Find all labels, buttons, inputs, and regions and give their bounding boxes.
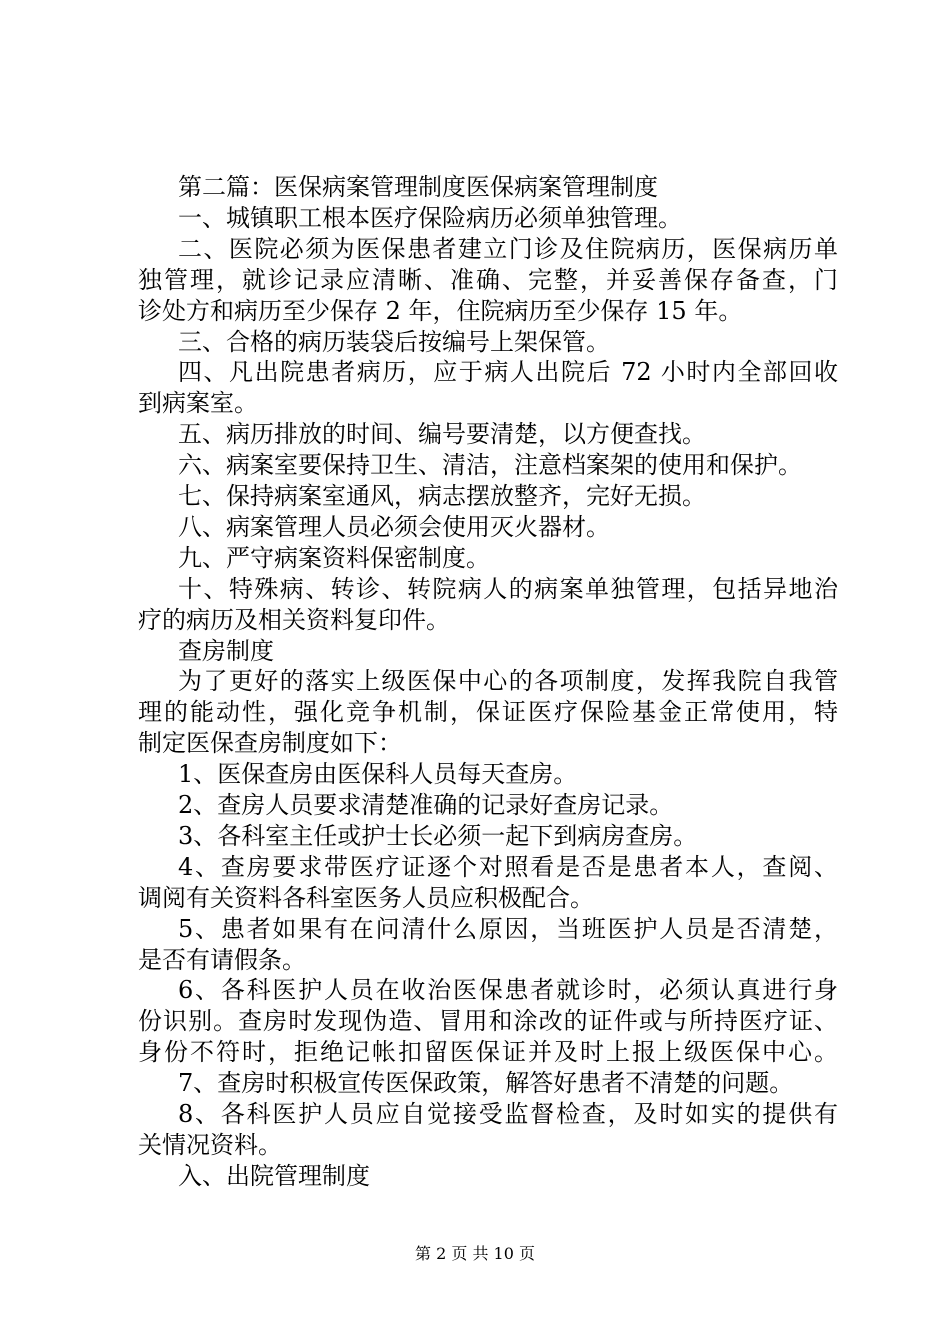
text-line: 到病案室。 bbox=[138, 389, 258, 418]
text-line: 调阅有关资料各科室医务人员应积极配合。 bbox=[138, 883, 594, 912]
text-line: 是否有请假条。 bbox=[138, 945, 306, 974]
page-footer bbox=[0, 1244, 950, 1264]
text-line: 九、严守病案资料保密制度。 bbox=[178, 543, 490, 572]
text-line: 1、医保查房由医保科人员每天查房。 bbox=[178, 760, 578, 789]
text-line: 份识别。查房时发现伪造、冒用和涂改的证件或与所持医疗证、 bbox=[138, 1007, 838, 1036]
text-line: 7、查房时积极宣传医保政策，解答好患者不清楚的问题。 bbox=[178, 1069, 794, 1098]
text-line: 一、城镇职工根本医疗保险病历必须单独管理。 bbox=[178, 203, 682, 232]
text-line: 6、各科医护人员在收治医保患者就诊时，必须认真进行身 bbox=[178, 976, 838, 1005]
text-line: 关情况资料。 bbox=[138, 1130, 282, 1159]
text-line: 独管理，就诊记录应清晰、准确、完整，并妥善保存备查，门 bbox=[138, 265, 838, 294]
text-line: 4、查房要求带医疗证逐个对照看是否是患者本人，查阅、 bbox=[178, 852, 838, 881]
text-line: 制定医保查房制度如下： bbox=[138, 729, 402, 758]
text-line: 入、出院管理制度 bbox=[178, 1161, 370, 1190]
text-line: 8、各科医护人员应自觉接受监督检查，及时如实的提供有 bbox=[178, 1100, 838, 1128]
text-line: 2、查房人员要求清楚准确的记录好查房记录。 bbox=[178, 791, 674, 819]
text-line: 八、病案管理人员必须会使用灭火器材。 bbox=[178, 512, 610, 541]
text-line: 疗的病历及相关资料复印件。 bbox=[138, 605, 450, 634]
text-line: 诊处方和病历至少保存 2 年，住院病历至少保存 15 年。 bbox=[138, 296, 743, 325]
text-line: 四、凡出院患者病历，应于病人出院后 72 小时内全部回收 bbox=[178, 358, 838, 387]
text-line: 六、病案室要保持卫生、清洁，注意档案架的使用和保护。 bbox=[178, 451, 802, 480]
text-line: 七、保持病案室通风，病志摆放整齐，完好无损。 bbox=[178, 482, 706, 510]
text-line: 身份不符时，拒绝记帐扣留医保证并及时上报上级医保中心。 bbox=[138, 1038, 838, 1067]
page-number-label: 第 2 页 共 10 页 bbox=[415, 1244, 535, 1263]
text-line: 为了更好的落实上级医保中心的各项制度，发挥我院自我管 bbox=[178, 667, 838, 696]
text-line: 3、各科室主任或护士长必须一起下到病房查房。 bbox=[178, 821, 698, 850]
text-line: 理的能动性，强化竞争机制，保证医疗保险基金正常使用，特 bbox=[138, 698, 838, 727]
text-line: 二、医院必须为医保患者建立门诊及住院病历，医保病历单 bbox=[178, 234, 838, 263]
text-line: 查房制度 bbox=[178, 636, 274, 665]
text-line: 五、病历排放的时间、编号要清楚，以方便查找。 bbox=[178, 420, 706, 449]
text-line: 5、患者如果有在问清什么原因，当班医护人员是否清楚， bbox=[178, 914, 838, 943]
text-line: 第二篇：医保病案管理制度医保病案管理制度 bbox=[178, 173, 658, 201]
text-line: 十、特殊病、转诊、转院病人的病案单独管理，包括异地治 bbox=[178, 574, 838, 603]
text-line: 三、合格的病历装袋后按编号上架保管。 bbox=[178, 327, 610, 356]
